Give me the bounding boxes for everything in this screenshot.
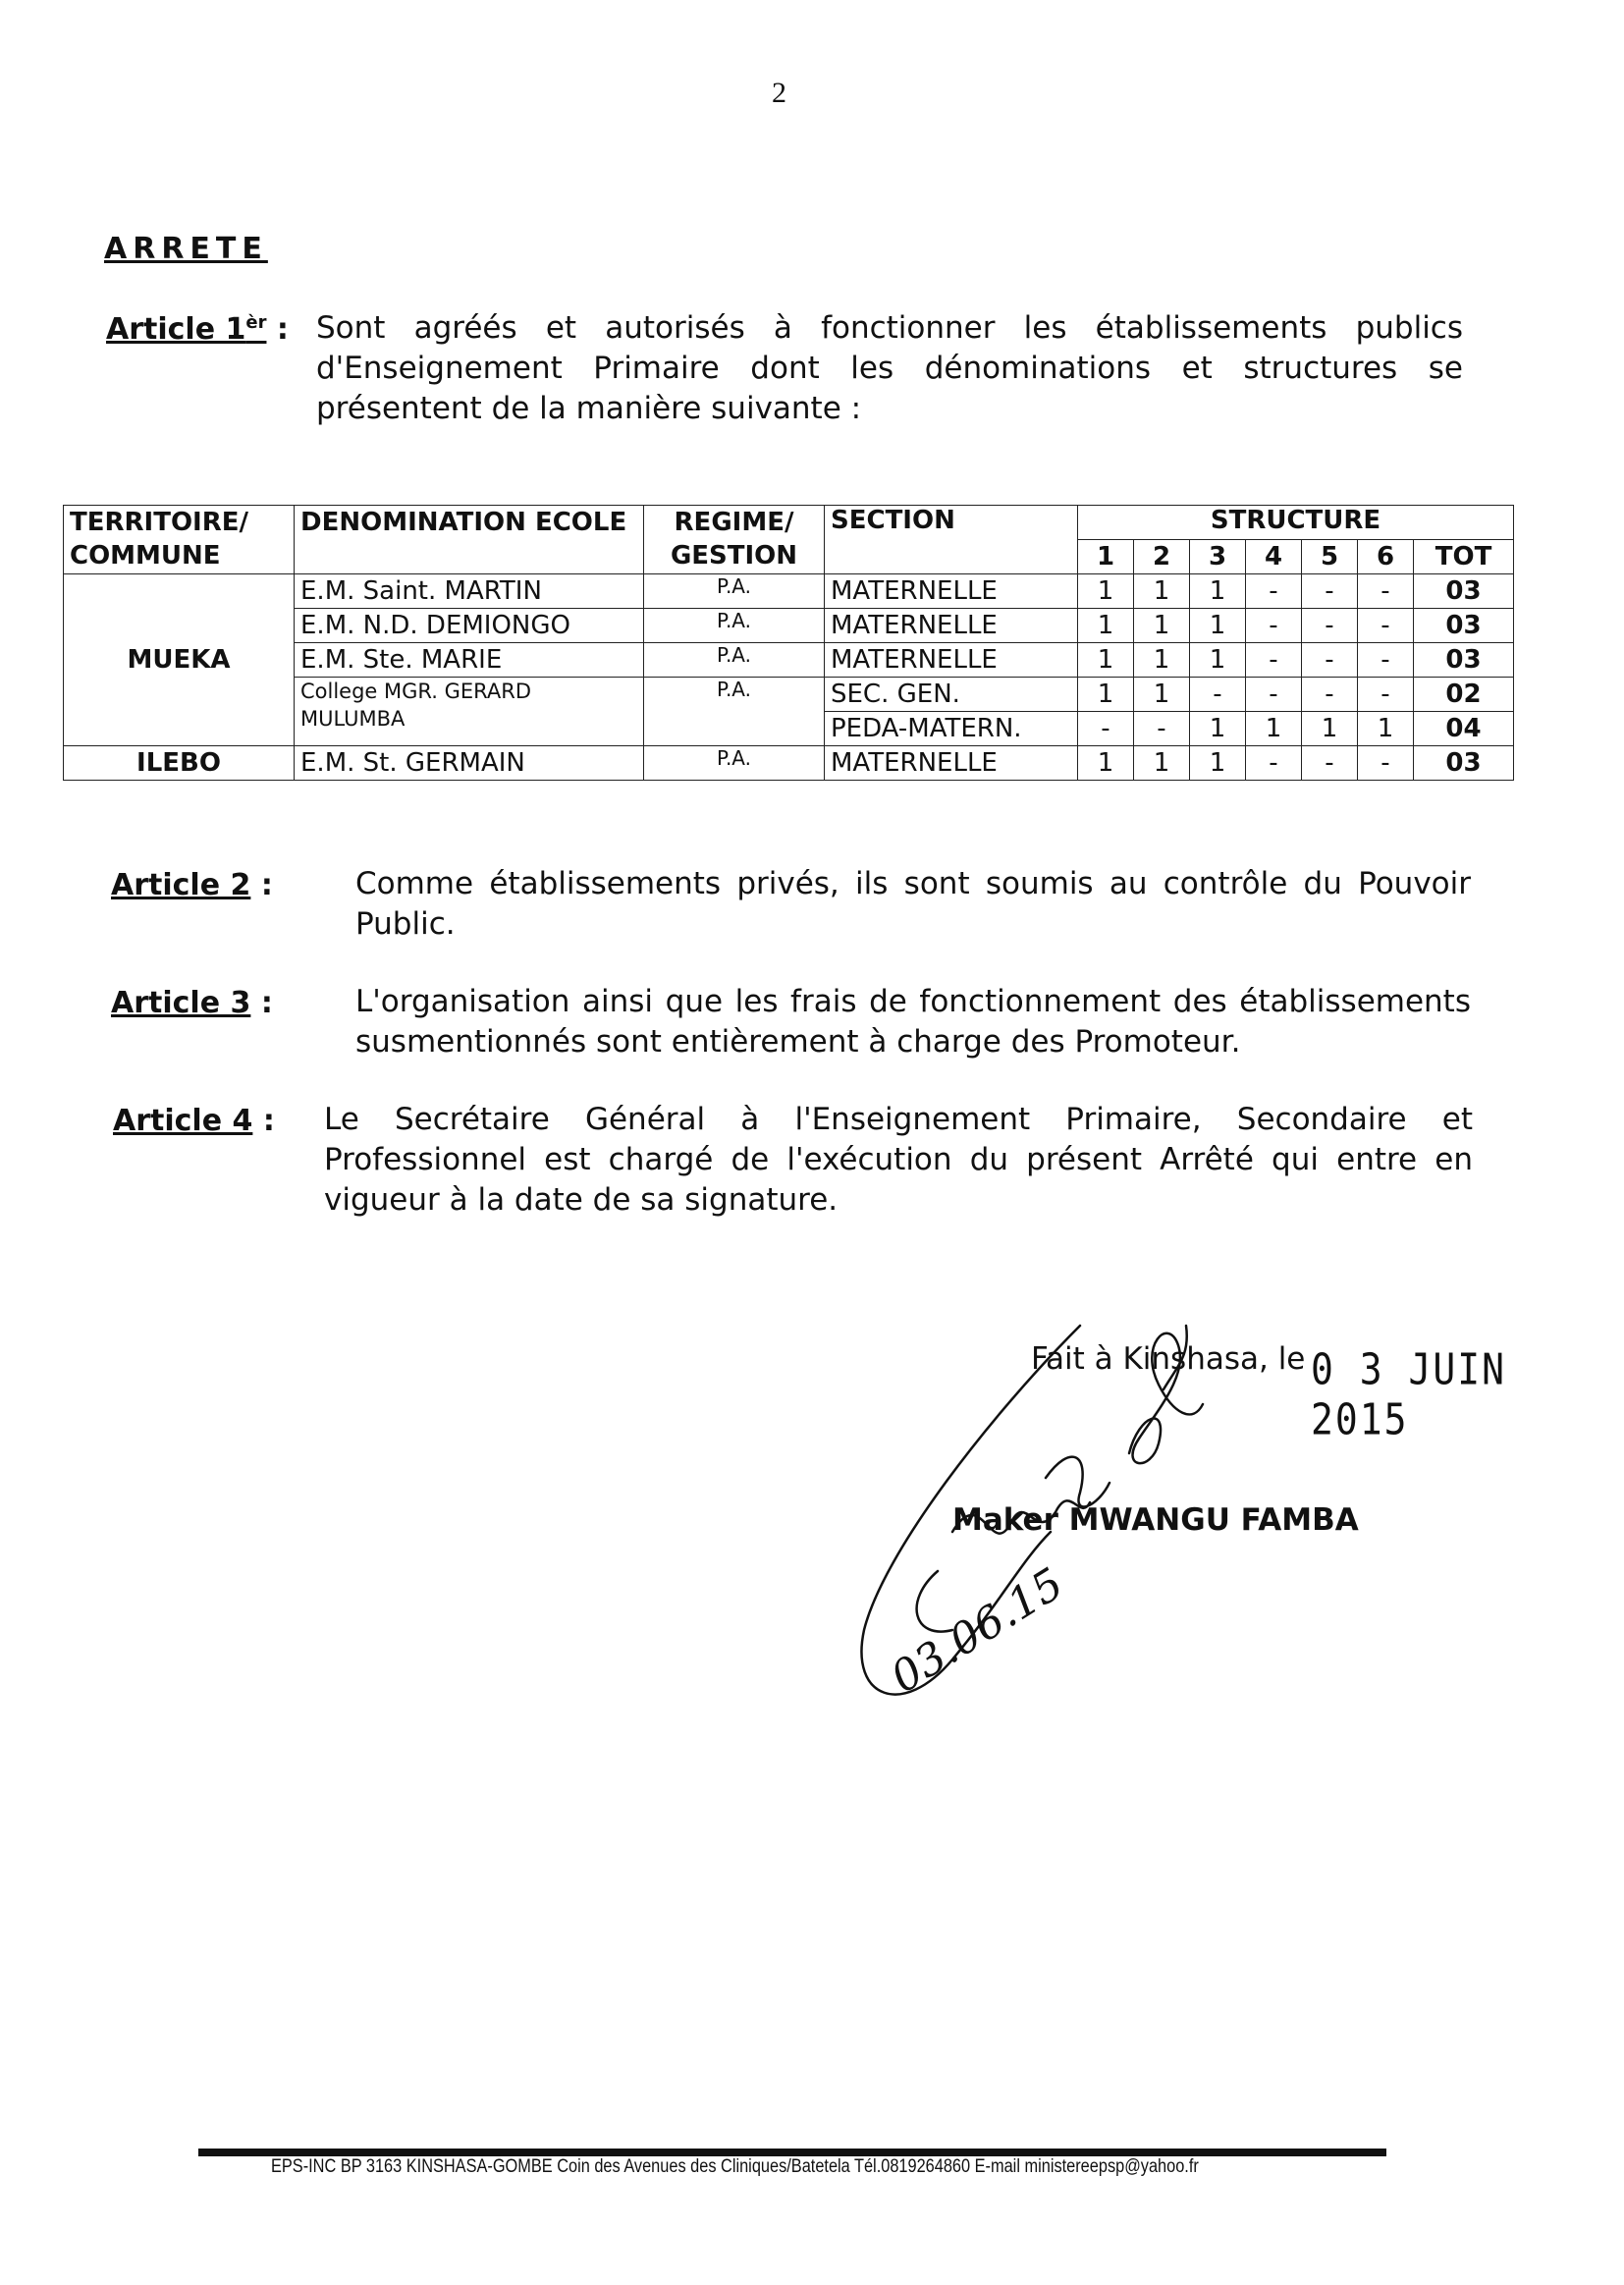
structure-cell: 1 [1078,643,1134,678]
structure-cell: - [1358,574,1414,609]
total-cell: 04 [1414,712,1514,746]
table-row [64,746,1514,781]
total-cell: 03 [1414,609,1514,643]
structure-cell: 1 [1190,712,1246,746]
article-3-label: Article 3 : [111,986,273,1020]
school-name: E.M. Saint. MARTIN [295,574,644,609]
total-cell: 02 [1414,678,1514,712]
structure-cell: - [1358,746,1414,781]
structure-cell: - [1302,678,1358,712]
page-number: 2 [772,77,786,109]
table-header-row [64,506,1514,540]
header-col-1: 1 [1078,540,1134,574]
structure-cell: - [1246,678,1302,712]
structure-cell: - [1246,746,1302,781]
regime-cell: P.A. [644,609,825,643]
handwritten-date: 03.06.15 [882,1558,1072,1704]
structure-cell: - [1246,609,1302,643]
regime-cell: P.A. [644,678,825,746]
structure-cell: 1 [1190,609,1246,643]
date-stamp: 0 3 JUIN 2015 [1311,1344,1507,1444]
section-cell: MATERNELLE [825,746,1078,781]
structure-cell: 1 [1078,746,1134,781]
structure-cell: 1 [1134,678,1190,712]
structure-cell: - [1358,678,1414,712]
structure-cell: - [1246,643,1302,678]
place-line: Fait à Kinshasa, le [1031,1341,1306,1377]
structure-cell: 1 [1134,609,1190,643]
structure-cell: 1 [1078,678,1134,712]
section-cell: MATERNELLE [825,609,1078,643]
territory-cell: MUEKA [64,574,295,746]
structure-cell: - [1358,609,1414,643]
structure-cell: 1 [1358,712,1414,746]
total-cell: 03 [1414,746,1514,781]
regime-cell: P.A. [644,746,825,781]
structure-cell: 1 [1134,643,1190,678]
structure-cell: 1 [1190,574,1246,609]
structure-cell: - [1190,678,1246,712]
article-1-label: Article $1^{èr}$ : [106,312,289,347]
structure-cell: 1 [1190,643,1246,678]
regime-cell: P.A. [644,574,825,609]
structure-cell: - [1302,746,1358,781]
total-cell: 03 [1414,574,1514,609]
header-section: SECTION [825,506,1078,574]
table-row [64,574,1514,609]
school-name: E.M. St. GERMAIN [295,746,644,781]
header-col-3: 3 [1190,540,1246,574]
structure-cell: - [1302,574,1358,609]
header-col-4: 4 [1246,540,1302,574]
header-col-2: 2 [1134,540,1190,574]
school-name: College MGR. GERARD MULUMBA [295,678,644,746]
structure-cell: 1 [1302,712,1358,746]
section-cell: PEDA-MATERN. [825,712,1078,746]
footer-rule [198,2149,1386,2156]
schools-table [63,505,1514,781]
structure-cell: - [1134,712,1190,746]
structure-cell: 1 [1246,712,1302,746]
regime-cell: P.A. [644,643,825,678]
school-name: E.M. Ste. MARIE [295,643,644,678]
structure-cell: - [1302,609,1358,643]
structure-cell: - [1078,712,1134,746]
article-1-text: Sont agréés et autorisés à fonctionner les établissements publics d'Enseignement Primaire dont les dénominations et structures se présentent de la manière suivante : [316,310,1463,426]
territory-cell: ILEBO [64,746,295,781]
header-denomination: DENOMINATION ECOLE [295,506,644,574]
header-col-tot: TOT [1414,540,1514,574]
structure-cell: 1 [1134,746,1190,781]
structure-cell: 1 [1190,746,1246,781]
article-4-text: Le Secrétaire Général à l'Enseignement Primaire, Secondaire et Professionnel est chargé de l'exécution du présent Arrêté qui entre en vigueur à la date de sa signature. [324,1102,1473,1218]
school-name: E.M. N.D. DEMIONGO [295,609,644,643]
section-cell: SEC. GEN. [825,678,1078,712]
section-cell: MATERNELLE [825,643,1078,678]
header-territoire: TERRITOIRE/ COMMUNE [64,506,295,574]
structure-cell: - [1246,574,1302,609]
structure-cell: 1 [1078,609,1134,643]
structure-cell: 1 [1078,574,1134,609]
total-cell: 03 [1414,643,1514,678]
structure-cell: - [1302,643,1358,678]
article-2-text: Comme établissements privés, ils sont soumis au contrôle du Pouvoir Public. [355,866,1471,942]
section-cell: MATERNELLE [825,574,1078,609]
article-4-label: Article 4 : [113,1104,275,1138]
structure-cell: 1 [1134,574,1190,609]
header-structure: STRUCTURE [1078,506,1514,540]
footer-text: EPS-INC BP 3163 KINSHASA-GOMBE Coin des Avenues des Cliniques/Batetela Tél.0819264860 E-mail ministereepsp@yahoo.fr [271,2156,1199,2177]
handwritten-signature [844,1306,1591,1758]
article-3-text: L'organisation ainsi que les frais de fonctionnement des établissements susmentionnés sont entièrement à charge des Promoteur. [355,984,1471,1060]
structure-cell: - [1358,643,1414,678]
header-regime: REGIME/ GESTION [644,506,825,574]
header-col-6: 6 [1358,540,1414,574]
article-2-label: Article 2 : [111,868,273,902]
header-col-5: 5 [1302,540,1358,574]
heading-arrete: ARRETE [104,232,268,266]
signatory-name: Maker MWANGU FAMBA [952,1502,1359,1538]
